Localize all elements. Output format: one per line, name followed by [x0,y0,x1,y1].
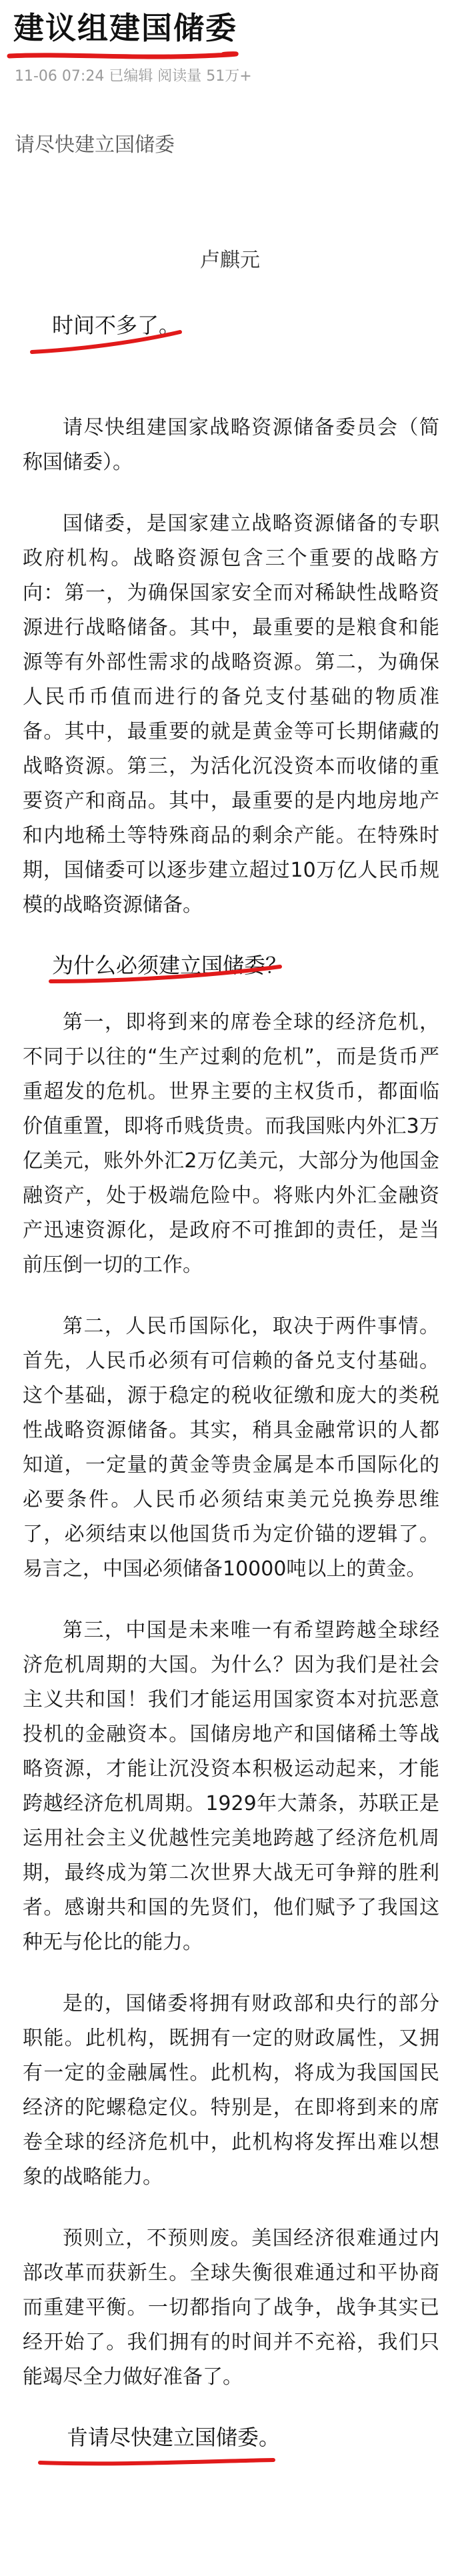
heading-time: 时间不多了。 [52,313,181,338]
post-title: 建议组建国储委 [13,10,237,46]
paragraph-fourth: 是的，国储委将拥有财政部和央行的部分职能。此机构，既拥有一定的财政属性，又拥有一定的金融属性。此机构，将成为我国国民经济的陀螺稳定仪。特别是，在即将到来的席卷全球的经济危机中，此机构将发挥出难以想象的战略能力。 [23,1992,439,2189]
post-subtitle: 请尽快建立国储委 [15,133,175,157]
heading-why: 为什么必须建立国储委？ [52,953,287,978]
paragraph-second: 第二，人民币国际化，取决于两件事情。首先，人民币必须有可信赖的备兑支付基础。这个基础，源于稳定的税收征缴和庞大的类税性战略资源储备。其实，稍具金融常识的人都知道，一定量的黄金等贵金属是本币国际化的必要条件。人民币必须结束美元兑换券思维了，必须结束以他国货币为定价锚的逻辑了。易言之，中国必须储备10000吨以上的黄金。 [23,1315,439,1581]
heading-final: 肯请尽快建立国储委。 [67,2425,281,2450]
post-meta: 11-06 07:24 已编辑 阅读量 51万+ [15,68,252,85]
post-author: 卢麒元 [200,249,260,272]
paragraph-intro: 请尽快组建国家战略资源储备委员会（简称国储委）。 [23,416,439,474]
paragraph-third: 第三，中国是未来唯一有希望跨越全球经济危机周期的大国。为什么？因为我们是社会主义共和国！我们才能运用国家资本对抗恶意投机的金融资本。国储房地产和国储稀土等战略资源，才能让沉没资本积极运动起来，才能跨越经济危机周期。1929年大萧条，苏联正是运用社会主义优越性完美地跨越了经济危机周期，最终成为第二次世界大战无可争辩的胜利者。感谢共和国的先贤们，他们赋予了我国这种无与伦比的能力。 [23,1619,439,1954]
paragraph-fifth: 预则立，不预则废。美国经济很难通过内部改革而获新生。全球失衡很难通过和平协商而重建平衡。一切都指向了战争，战争其实已经开始了。我们拥有的时间并不充裕，我们只能竭尽全力做好准备了。 [23,2227,439,2389]
paragraph-first: 第一，即将到来的席卷全球的经济危机，不同于以往的“生产过剩的危机”，而是货币严重超发的危机。世界主要的主权货币，都面临价值重置，即将币贱货贵。而我国账内外汇3万亿美元，账外外汇2万亿美元，大部分为他国金融资产，处于极端危险中。将账内外汇金融资产迅速资源化，是政府不可推卸的责任，是当前压倒一切的工作。 [23,1011,439,1277]
paragraph-definition: 国储委，是国家建立战略资源储备的专职政府机构。战略资源包含三个重要的战略方向：第一，为确保国家安全而对稀缺性战略资源进行战略储备。其中，最重要的是粮食和能源等有外部性需求的战略资源。第二，为确保人民币币值而进行的备兑支付基础的物质准备。其中，最重要的就是黄金等可长期储藏的战略资源。第三，为活化沉没资本而收储的重要资产和商品。其中，最重要的是内地房地产和内地稀土等特殊商品的剩余产能。在特殊时期，国储委可以逐步建立超过10万亿人民币规模的战略资源储备。 [23,512,439,917]
